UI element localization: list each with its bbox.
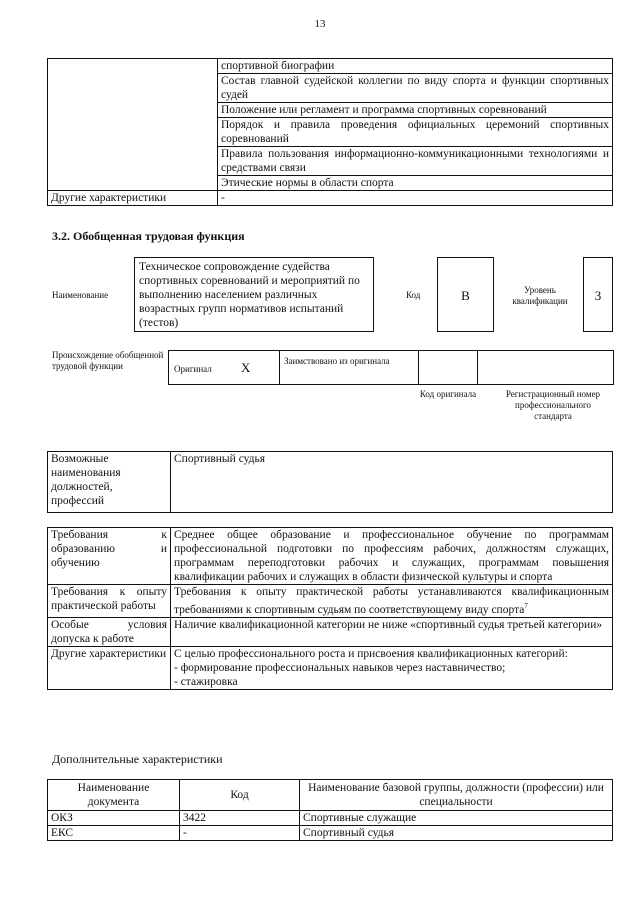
- extra-cell: Спортивные служащие: [300, 811, 613, 826]
- borrowed-label: Заимствовано из оригинала: [284, 356, 390, 366]
- original-label: Оригинал: [174, 364, 212, 374]
- extra-cell: ОКЗ: [48, 811, 180, 826]
- extra-table: [47, 779, 613, 841]
- extra-cell: Спортивный судья: [300, 826, 613, 841]
- reg-number-cell: [477, 350, 614, 385]
- other-characteristics-value: -: [218, 191, 613, 206]
- knowledge-row: Этические нормы в области спорта: [218, 176, 613, 191]
- requirement-label: Особые условия допуска к работе: [48, 617, 171, 646]
- requirement-line: С целью профессионального роста и присвоения квалификационных категорий:: [174, 647, 568, 660]
- extra-cell: 3422: [180, 811, 300, 826]
- borrowed-cell: [279, 350, 419, 385]
- level-label: Уровень квалификации: [512, 285, 568, 306]
- knowledge-row: Положение или регламент и программа спортивных соревнований: [218, 103, 613, 118]
- extra-header: Наименование документа: [48, 780, 180, 811]
- requirement-text: Требования к опыту практической работы устанавливаются квалификационным требованиями к спортивным судьям по соответствующему виду спорта: [174, 586, 609, 616]
- original-cell: [168, 350, 280, 385]
- page-number: 13: [314, 18, 326, 30]
- knowledge-row: Состав главной судейской коллегии по виду спорта и функции спортивных судей: [218, 74, 613, 103]
- requirement-value: [171, 646, 613, 689]
- positions-table: [47, 451, 613, 513]
- code-original-label: Код оригинала: [419, 389, 477, 399]
- reg-number-label: Регистрационный номер профессионального стандарта: [505, 389, 601, 421]
- requirement-value: Наличие квалификационной категории не ниже «спортивный судья третьей категории»: [171, 617, 613, 646]
- extra-title: Дополнительные характеристики: [52, 752, 223, 766]
- other-characteristics-label: Другие характеристики: [48, 191, 218, 206]
- requirements-table: [47, 527, 613, 690]
- extra-cell: -: [180, 826, 300, 841]
- knowledge-row: спортивной биографии: [218, 59, 613, 74]
- original-mark: X: [241, 360, 251, 375]
- requirement-label: Требования к опыту практической работы: [48, 585, 171, 618]
- positions-value: Спортивный судья: [171, 452, 613, 513]
- function-name: Техническое сопровождение судейства спортивных соревнований и мероприятий по выполнению населением различных возрастных групп нормативов испытаний (тестов): [134, 257, 374, 332]
- knowledge-table: [47, 58, 613, 206]
- origin-row: [168, 350, 614, 385]
- requirement-label: Другие характеристики: [48, 646, 171, 689]
- requirement-line: - стажировка: [174, 675, 238, 688]
- extra-cell: ЕКС: [48, 826, 180, 841]
- requirement-line: - формирование профессиональных навыков через наставничество;: [174, 661, 506, 674]
- section-title: 3.2. Обобщенная трудовая функция: [52, 229, 245, 243]
- name-label: Наименование: [52, 290, 109, 300]
- origin-label: Происхождение обобщенной трудовой функции: [52, 350, 164, 371]
- positions-label: Возможные наименования должностей, профессий: [48, 452, 171, 513]
- extra-header: Наименование базовой группы, должности (профессии) или специальности: [300, 780, 613, 811]
- footnote-ref: 7: [524, 602, 528, 610]
- code-original-cell: [418, 350, 478, 385]
- code-label: Код: [406, 290, 421, 300]
- requirement-value: [171, 585, 613, 618]
- knowledge-row: Правила пользования информационно-коммуникационными технологиями и средствами связи: [218, 147, 613, 176]
- knowledge-label-cell: [48, 59, 218, 191]
- qualification-level: 3: [583, 257, 613, 332]
- requirement-value: Среднее общее образование и профессиональное обучение по программам профессиональной подготовки по профессиям рабочих, должностям служащих, программам переподготовки рабочих и служащих, программам повышения квалификации рабочих и служащих в области физической культуры и спорта: [171, 528, 613, 585]
- knowledge-row: Порядок и правила проведения официальных церемоний спортивных соревнований: [218, 118, 613, 147]
- extra-header: Код: [180, 780, 300, 811]
- function-code: B: [437, 257, 494, 332]
- requirement-label: Требования к образованию и обучению: [48, 528, 171, 585]
